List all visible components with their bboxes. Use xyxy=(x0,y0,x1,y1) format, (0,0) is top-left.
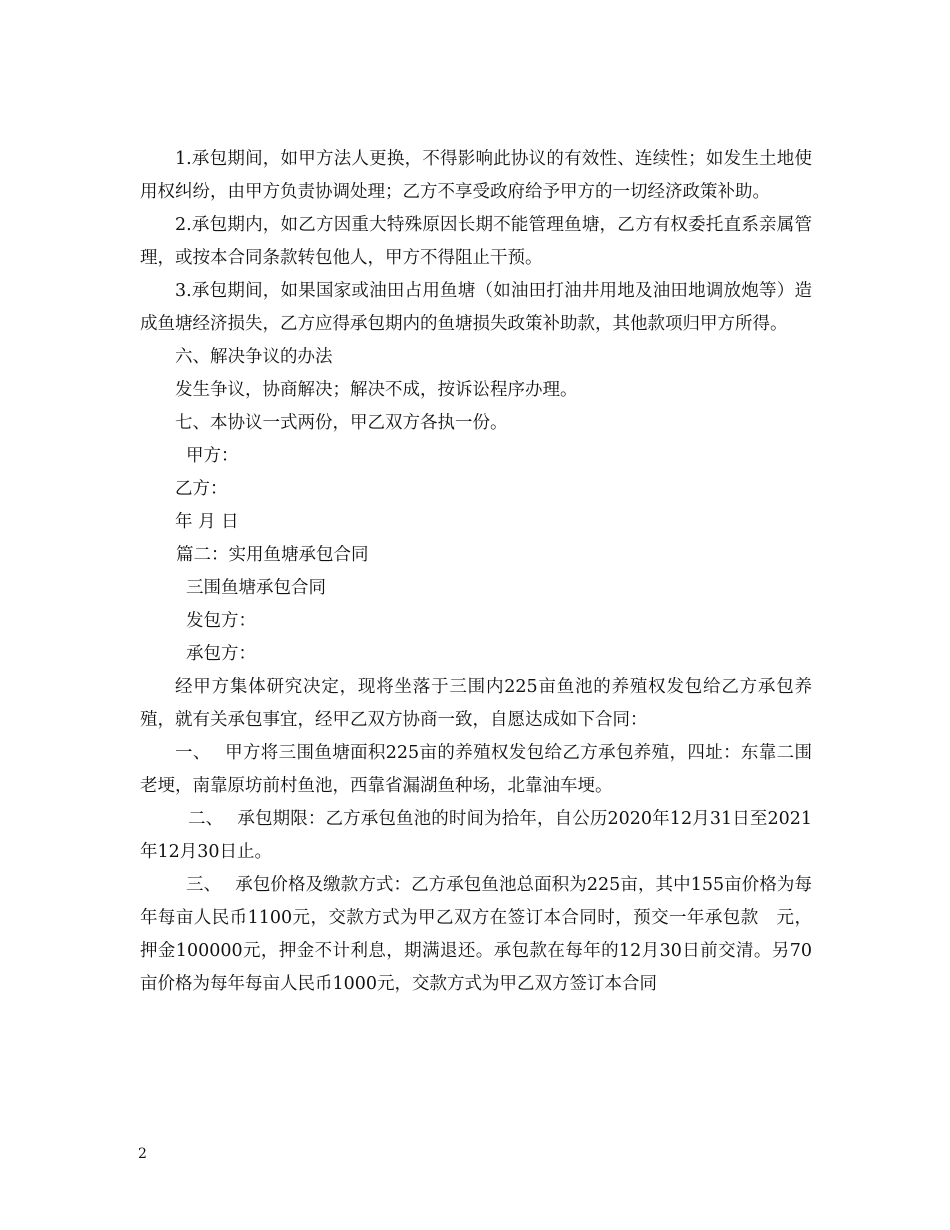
clause-text: 甲方将三围鱼塘面积225亩的养殖权发包给乙方承包养殖，四址：东靠二围老埂，南靠原坊前村鱼池，西靠省漏湖鱼种场，北靠油车埂。 xyxy=(140,743,813,796)
paragraph: 3.承包期间，如果国家或油田占用鱼塘（如油田打油井用地及油田地调放炮等）造成鱼塘经济损失，乙方应得承包期内的鱼塘损失政策补助款，其他款项归甲方所得。 xyxy=(140,281,812,334)
paragraph: 发生争议，协商解决；解决不成，按诉讼程序办理。 xyxy=(175,380,578,400)
signature-party-b: 乙方： xyxy=(175,479,228,499)
clause-number: 二、 xyxy=(188,809,224,829)
document-body xyxy=(140,143,812,1001)
section-heading: 六、解决争议的办法 xyxy=(175,347,333,367)
clause-three xyxy=(140,869,812,1001)
page-number: 2 xyxy=(138,1146,147,1162)
contractor-label: 承包方： xyxy=(186,644,256,664)
chapter-heading: 篇二：实用鱼塘承包合同 xyxy=(176,545,369,565)
clause-number: 一、 xyxy=(175,743,211,763)
clause-text: 承包期限：乙方承包鱼池的时间为拾年，自公历2020年12月31日至2021年12月30日止。 xyxy=(140,809,813,862)
clause-number: 三、 xyxy=(186,875,222,895)
paragraph: 2.承包期内，如乙方因重大特殊原因长期不能管理鱼塘，乙方有权委托直系亲属管理，或按本合同条款转包他人，甲方不得阻止干预。 xyxy=(140,215,812,268)
paragraph: 1.承包期间，如甲方法人更换，不得影响此协议的有效性、连续性；如发生土地使用权纠纷，由甲方负责协调处理；乙方不享受政府给予甲方的一切经济政策补助。 xyxy=(140,149,812,202)
signature-date: 年 月 日 xyxy=(175,512,239,532)
contract-title: 三围鱼塘承包合同 xyxy=(186,578,326,598)
paragraph: 经甲方集体研究决定，现将坐落于三围内225亩鱼池的养殖权发包给乙方承包养殖，就有关承包事宜，经甲乙双方协商一致，自愿达成如下合同： xyxy=(140,677,812,730)
section-heading: 七、本协议一式两份，甲乙双方各执一份。 xyxy=(175,413,508,433)
clause-two xyxy=(140,803,812,869)
signature-party-a: 甲方： xyxy=(186,446,239,466)
clause-one xyxy=(140,737,812,803)
clause-text: 承包价格及缴款方式：乙方承包鱼池总面积为225亩，其中155亩价格为每年每亩人民币1100元，交款方式为甲乙双方在签订本合同时，预交一年承包款 元，押金100000元，押金不计利息，期满退还。承包款在每年的12月30日前交清。另70亩价格为每年每亩人民币1000元，交款方式为甲乙双方签订本合同 xyxy=(140,875,812,994)
issuer-label: 发包方： xyxy=(186,611,256,631)
